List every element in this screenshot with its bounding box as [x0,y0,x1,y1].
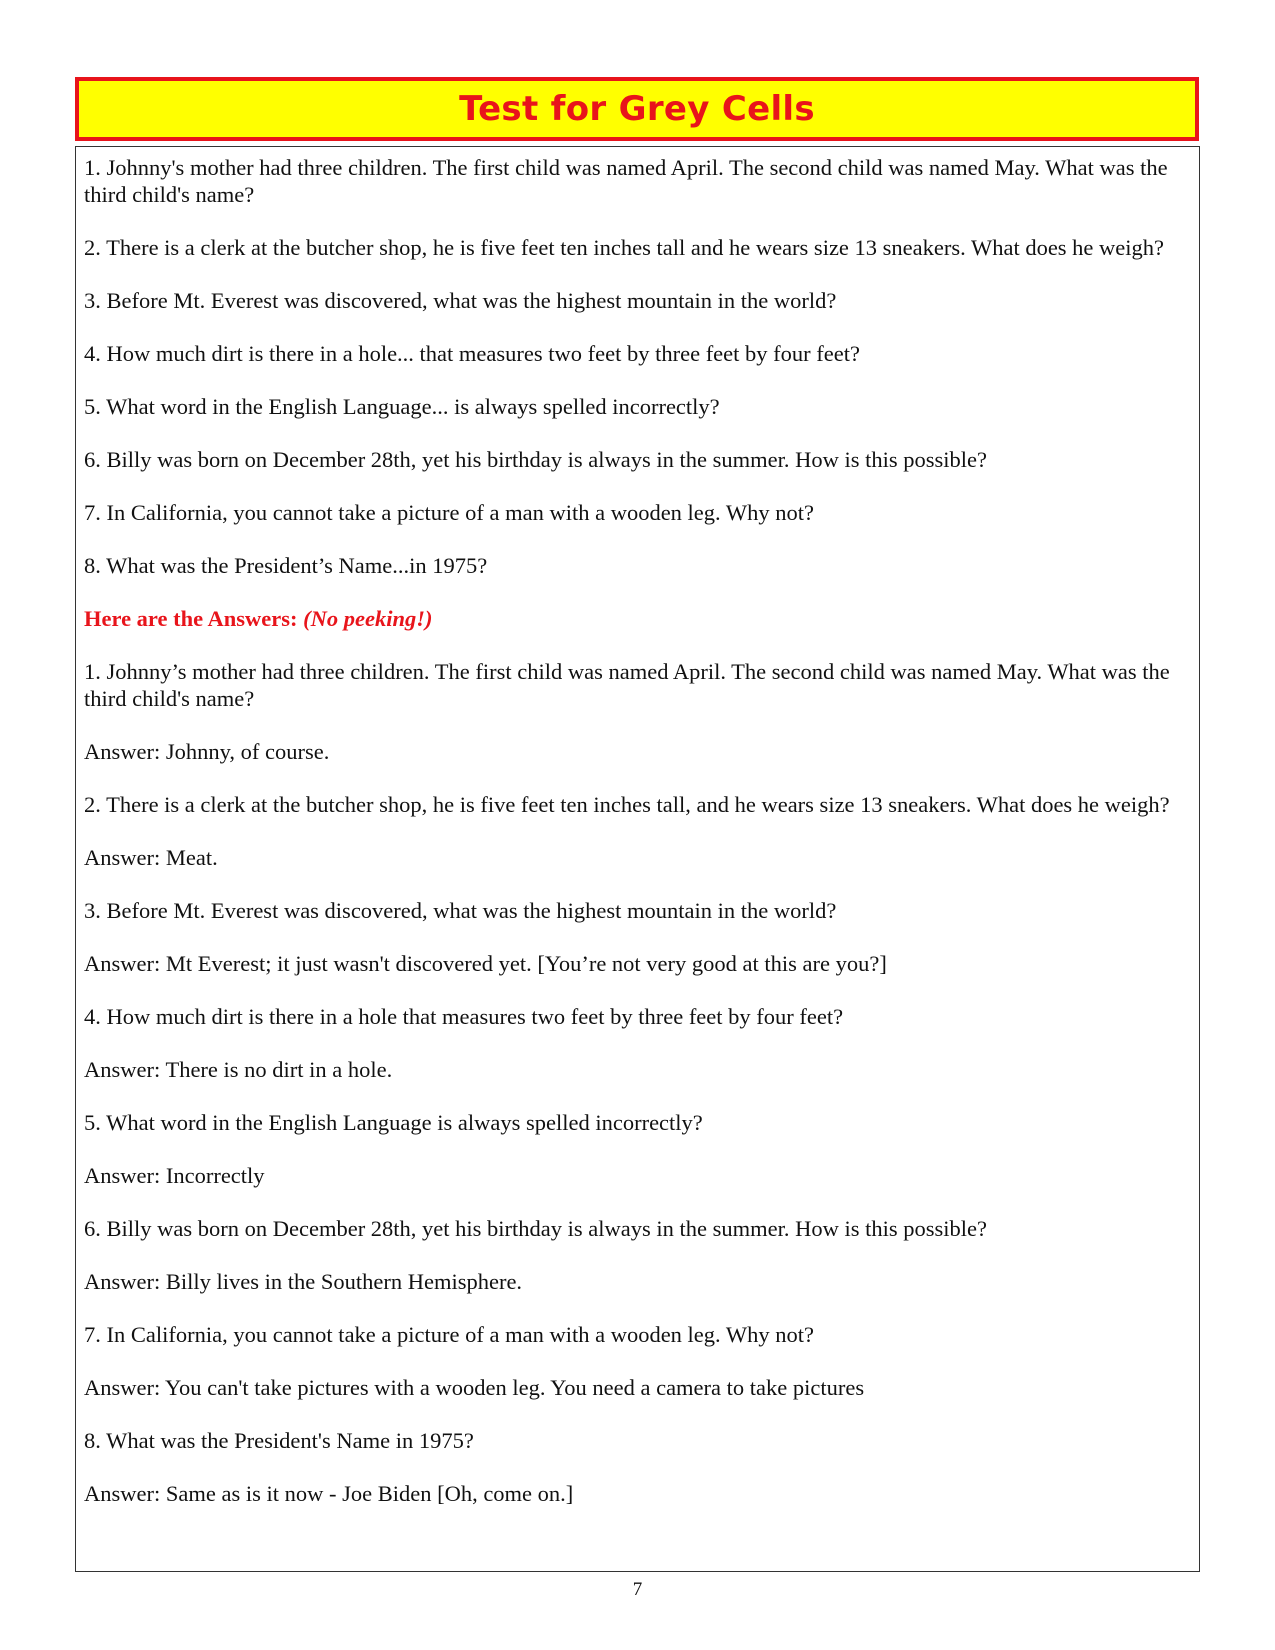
answer-1: Answer: Johnny, of course. [84,739,330,764]
question-6: 6. Billy was born on December 28th, yet his birthday is always in the summer. How is this possible? [84,447,988,472]
answer-question-8: 8. What was the President's Name in 1975? [84,1428,474,1453]
answer-7: Answer: You can't take pictures with a wooden leg. You need a camera to take pictures [84,1375,865,1400]
question-3: 3. Before Mt. Everest was discovered, what was the highest mountain in the world? [84,288,837,313]
question-7: 7. In California, you cannot take a picture of a man with a wooden leg. Why not? [84,500,814,525]
answer-question-6: 6. Billy was born on December 28th, yet his birthday is always in the summer. How is this possible? [84,1216,988,1241]
page-title: Test for Grey Cells [459,89,815,129]
answer-5: Answer: Incorrectly [84,1163,265,1188]
question-4: 4. How much dirt is there in a hole... that measures two feet by three feet by four feet? [84,341,860,366]
answers-heading-label: Here are the Answers: [84,606,298,631]
question-5: 5. What word in the English Language... is always spelled incorrectly? [84,394,720,419]
answer-question-4: 4. How much dirt is there in a hole that measures two feet by three feet by four feet? [84,1004,844,1029]
title-banner [75,77,1199,141]
answer-4: Answer: There is no dirt in a hole. [84,1057,393,1082]
answer-question-3: 3. Before Mt. Everest was discovered, what was the highest mountain in the world? [84,898,837,923]
answer-3: Answer: Mt Everest; it just wasn't discovered yet. [You’re not very good at this are you?] [84,951,887,976]
answer-question-7: 7. In California, you cannot take a picture of a man with a wooden leg. Why not? [84,1322,814,1347]
answer-question-2: 2. There is a clerk at the butcher shop, he is five feet ten inches tall, and he wears size 13 sneakers. What does he weigh? [84,792,1170,817]
question-8: 8. What was the President’s Name...in 1975? [84,553,488,578]
question-2: 2. There is a clerk at the butcher shop, he is five feet ten inches tall and he wears size 13 sneakers. What does he weigh? [84,235,1165,260]
answer-6: Answer: Billy lives in the Southern Hemisphere. [84,1269,523,1294]
page-number: 7 [632,1579,643,1600]
answers-heading [84,605,1191,632]
answers-heading-note: (No peeking!) [303,606,433,631]
answer-question-1: 1. Johnny’s mother had three children. The first child was named April. The second child was named May. What was the third child's name? [84,659,1170,711]
question-1: 1. Johnny's mother had three children. The first child was named April. The second child was named May. What was the third child's name? [84,155,1168,207]
content-box [75,146,1200,1572]
answer-2: Answer: Meat. [84,845,218,870]
answer-question-5: 5. What word in the English Language is always spelled incorrectly? [84,1110,703,1135]
answer-8: Answer: Same as is it now - Joe Biden [Oh, come on.] [84,1481,574,1506]
